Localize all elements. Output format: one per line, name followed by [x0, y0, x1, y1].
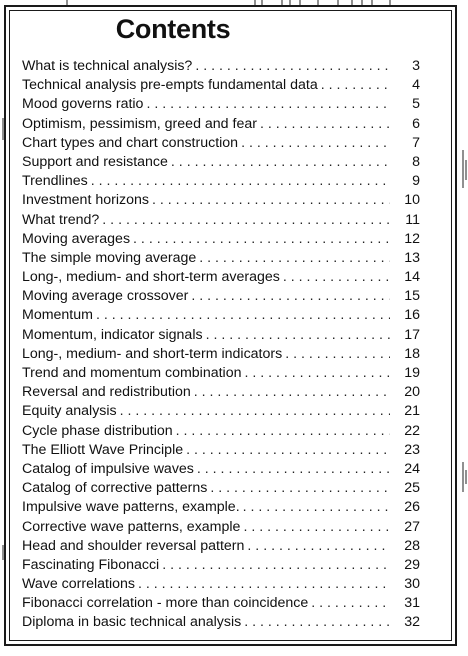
toc-entry-title: Long-, medium- and short-term indicators [22, 345, 283, 362]
dot-leader [283, 268, 390, 287]
toc-entry[interactable] [22, 345, 420, 364]
toc-entry[interactable] [22, 76, 420, 95]
toc-entry-title: Catalog of impulsive waves [22, 460, 194, 477]
toc-entry-title: What trend? [22, 211, 100, 228]
toc-entry-page: 19 [404, 365, 420, 381]
toc-entry-title: Impulsive wave patterns, example. [22, 499, 240, 516]
toc-entry-title: Trend and momentum combination [22, 365, 242, 381]
toc-entry-page: 14 [404, 269, 420, 286]
toc-entry[interactable] [22, 556, 420, 575]
toc-entry-title: The simple moving average [22, 249, 197, 266]
toc-entry-title: Catalog of corrective patterns [22, 480, 208, 497]
toc-entry[interactable] [22, 230, 420, 249]
dot-leader [171, 153, 390, 172]
toc-entry-title: Wave correlations [22, 576, 136, 593]
toc-entry-title: Equity analysis [22, 403, 117, 420]
dot-leader [138, 575, 390, 594]
dot-leader [176, 422, 390, 441]
toc-entry[interactable] [22, 115, 420, 134]
toc-entry-title: Mood governs ratio [22, 96, 144, 113]
toc-entry-title: Trendlines [22, 173, 88, 190]
dot-leader [194, 383, 390, 402]
dot-leader [206, 326, 390, 345]
dot-leader [133, 230, 390, 249]
dot-leader [102, 211, 390, 230]
toc-entry-page: 6 [412, 115, 420, 132]
dot-leader [195, 57, 390, 76]
toc-entry[interactable] [22, 537, 420, 556]
toc-entry[interactable] [22, 575, 420, 594]
toc-entry-page: 23 [404, 441, 420, 458]
toc-entry-page: 5 [412, 96, 420, 113]
toc-entry[interactable] [22, 57, 420, 76]
toc-entry-page: 21 [404, 403, 420, 420]
dot-leader [146, 95, 390, 114]
toc-entry-title: Investment horizons [22, 192, 149, 209]
toc-entry-page: 13 [404, 249, 420, 266]
toc-entry[interactable] [22, 441, 420, 460]
toc-entry[interactable] [22, 287, 420, 306]
dot-leader [241, 134, 390, 153]
toc-entry-title: Fascinating Fibonacci [22, 556, 160, 573]
toc-entry-page: 3 [412, 58, 420, 74]
dot-leader [191, 287, 390, 306]
dot-leader [186, 441, 390, 460]
toc-entry[interactable] [22, 172, 420, 191]
toc-entry-page: 29 [404, 556, 420, 573]
toc-entry-title: What is technical analysis? [22, 58, 193, 74]
dot-leader [260, 115, 390, 134]
toc-entry[interactable] [22, 422, 420, 441]
toc-entry-title: Head and shoulder reversal pattern [22, 537, 245, 554]
toc-entry[interactable] [22, 460, 420, 479]
toc-entry-page: 7 [412, 134, 420, 151]
toc-entry-title: Optimism, pessimism, greed and fear [22, 115, 257, 132]
toc-entry-page: 15 [404, 288, 420, 305]
toc-entry-title: The Elliott Wave Principle [22, 441, 184, 458]
toc-entry[interactable] [22, 249, 420, 268]
toc-entry-page: 30 [404, 576, 420, 593]
toc-entry[interactable] [22, 268, 420, 287]
toc-entry[interactable] [22, 594, 420, 613]
dot-leader [120, 402, 390, 421]
dot-leader [321, 76, 390, 95]
dot-leader [210, 479, 390, 498]
toc-entry-page: 20 [404, 384, 420, 401]
dot-leader [247, 537, 390, 556]
toc-entry-title: Support and resistance [22, 153, 168, 170]
table-of-contents [22, 57, 420, 633]
toc-entry[interactable] [22, 479, 420, 498]
toc-entry-page: 27 [404, 518, 420, 535]
toc-entry-title: Momentum, indicator signals [22, 326, 203, 343]
toc-entry-page: 32 [404, 614, 420, 631]
toc-entry[interactable] [22, 518, 420, 537]
toc-entry-page: 24 [404, 460, 420, 477]
toc-entry-page: 26 [404, 499, 420, 516]
toc-entry-page: 12 [404, 230, 420, 247]
dot-leader [199, 249, 390, 268]
toc-entry[interactable] [22, 364, 420, 383]
toc-entry-page: 4 [412, 77, 420, 94]
toc-entry[interactable] [22, 211, 420, 230]
toc-entry-title: Fibonacci correlation - more than coincidence [22, 595, 309, 612]
toc-entry-page: 18 [404, 345, 420, 362]
dot-leader [244, 613, 390, 632]
toc-entry-page: 8 [412, 153, 420, 170]
dot-leader [96, 306, 390, 325]
toc-entry[interactable] [22, 134, 420, 153]
toc-entry[interactable] [22, 383, 420, 402]
toc-entry-title: Moving average crossover [22, 288, 189, 305]
toc-entry-page: 17 [404, 326, 420, 343]
toc-entry-title: Reversal and redistribution [22, 384, 191, 401]
toc-entry-page: 25 [404, 480, 420, 497]
toc-entry[interactable] [22, 191, 420, 210]
dot-leader [243, 518, 390, 537]
toc-entry-page: 22 [404, 422, 420, 439]
toc-entry-page: 10 [404, 192, 420, 209]
toc-entry-title: Moving averages [22, 230, 131, 247]
toc-entry-page: 11 [405, 211, 420, 228]
dot-leader [243, 498, 390, 517]
toc-entry[interactable] [22, 95, 420, 114]
page-title: Contents [115, 14, 231, 44]
toc-entry-title: Momentum [22, 307, 93, 324]
dot-leader [162, 556, 390, 575]
toc-entry-page: 28 [404, 537, 420, 554]
dot-leader [311, 594, 390, 613]
toc-entry-title: Technical analysis pre-empts fundamental data [22, 77, 318, 94]
toc-entry[interactable] [22, 613, 420, 632]
toc-entry-title: Corrective wave patterns, example [22, 518, 241, 535]
toc-entry-title: Cycle phase distribution [22, 422, 173, 439]
toc-entry[interactable] [22, 402, 420, 421]
toc-entry-title: Long-, medium- and short-term averages [22, 269, 280, 286]
dot-leader [197, 460, 390, 479]
toc-entry-page: 9 [412, 173, 420, 190]
toc-entry-page: 31 [404, 595, 420, 612]
toc-entry[interactable] [22, 153, 420, 172]
dot-leader [91, 172, 390, 191]
toc-entry-page: 16 [404, 307, 420, 324]
toc-entry[interactable] [22, 498, 420, 517]
toc-entry-title: Diploma in basic technical analysis [22, 614, 242, 631]
toc-entry[interactable] [22, 326, 420, 345]
toc-entry-title: Chart types and chart construction [22, 134, 239, 151]
dot-leader [245, 364, 391, 383]
dot-leader [152, 191, 390, 210]
toc-entry[interactable] [22, 306, 420, 325]
dot-leader [285, 345, 390, 364]
